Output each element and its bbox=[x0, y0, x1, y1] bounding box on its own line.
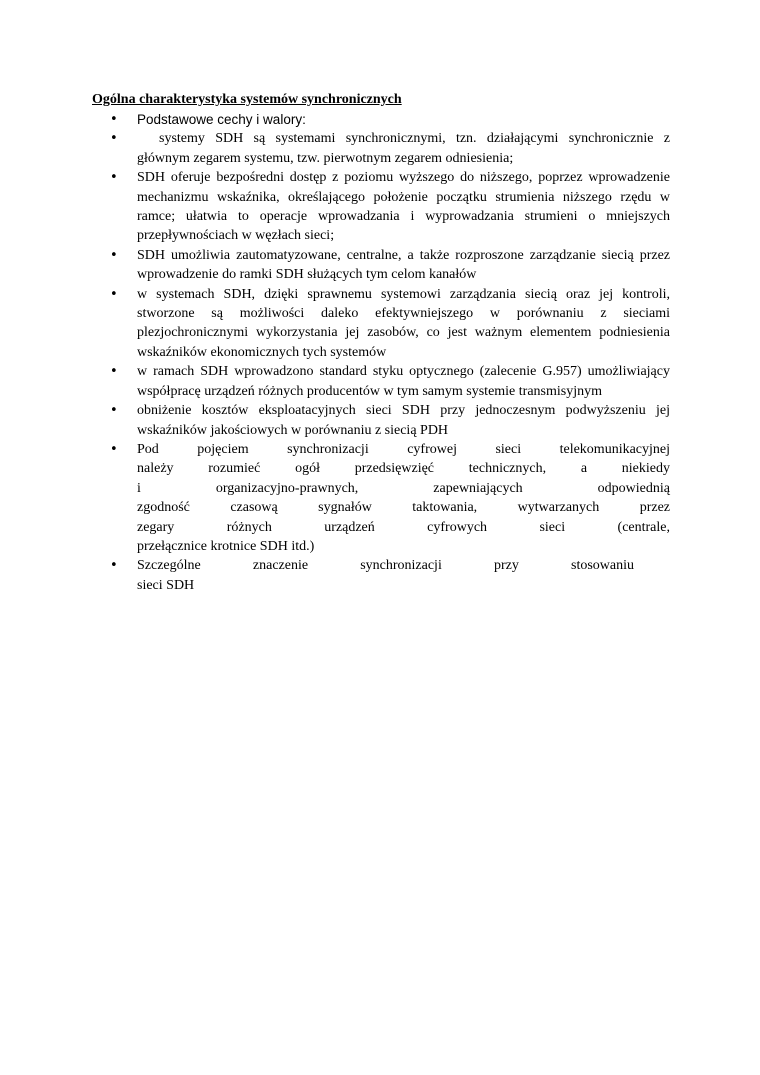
document-heading: Ogólna charakterystyka systemów synchronicznych bbox=[92, 92, 402, 107]
text-line: zgodność czasową sygnałów taktowania, wytwarzanych przez bbox=[137, 500, 670, 516]
bullet-list bbox=[110, 110, 670, 595]
text-line: Pod pojęciem synchronizacji cyfrowej sieci telekomunikacyjnej bbox=[137, 441, 670, 457]
bullet-icon: • bbox=[110, 112, 118, 127]
list-item-sync-importance bbox=[110, 556, 670, 595]
list-item-text: Podstawowe cechy i walory: bbox=[137, 112, 306, 127]
bullet-icon: • bbox=[110, 247, 118, 263]
list-item bbox=[110, 362, 670, 401]
text-line: należy rozumieć ogół przedsięwzięć technicznych, a niekiedy bbox=[137, 461, 670, 477]
list-item bbox=[110, 285, 670, 363]
bullet-icon: • bbox=[110, 131, 118, 147]
list-item bbox=[110, 110, 670, 129]
text-line: sieci SDH bbox=[137, 577, 195, 593]
text-line: i organizacyjno-prawnych, zapewniających odpowiednią bbox=[137, 480, 670, 496]
list-item bbox=[110, 168, 670, 246]
list-item bbox=[110, 401, 670, 440]
list-item-text: obniżenie kosztów eksploatacyjnych sieci SDH przy jednoczesnym podwyższeniu jej wskaźników jakościowych w porównaniu z siecią PDH bbox=[137, 403, 670, 438]
list-item bbox=[110, 246, 670, 285]
bullet-icon: • bbox=[110, 170, 118, 186]
list-item-sync-definition bbox=[110, 440, 670, 556]
bullet-icon: • bbox=[110, 403, 118, 419]
list-item-text: systemy SDH są systemami synchronicznymi, tzn. działającymi synchronicznie z głównym zegarem systemu, tzw. pierwotnym zegarem odniesienia; bbox=[137, 131, 670, 166]
list-item-text: w systemach SDH, dzięki sprawnemu systemowi zarządzania siecią oraz jej kontroli, stworzone są możliwości daleko efektywniejszego w porównaniu z sieciami plezjochronicznymi wykorzystania jej zasobów, co jest ważnym elementem podniesienia wskaźników ekonomicznych tych systemów bbox=[137, 286, 670, 360]
text-line: przełącznice krotnice SDH itd.) bbox=[137, 538, 315, 554]
bullet-icon: • bbox=[110, 441, 118, 457]
bullet-icon: • bbox=[110, 364, 118, 380]
list-item bbox=[110, 129, 670, 168]
bullet-icon: • bbox=[110, 558, 118, 574]
text-line: zegary różnych urządzeń cyfrowych sieci (centrale, bbox=[137, 519, 670, 535]
bullet-icon: • bbox=[110, 286, 118, 302]
list-item-text: SDH oferuje bezpośredni dostęp z poziomu wyższego do niższego, poprzez wprowadzenie mechanizmu wskaźnika, określającego położenie początku strumienia niższego rzędu w ramce; ułatwia to operacje wprowadzania i wyprowadzania strumieni o mniejszych przepływnościach w węzłach sieci; bbox=[137, 170, 670, 244]
text-line: Szczególne znaczenie synchronizacji przy stosowaniu bbox=[137, 558, 634, 574]
list-item-text: w ramach SDH wprowadzono standard styku optycznego (zalecenie G.957) umożliwiający współpracę urządzeń różnych producentów w tym samym systemie transmisyjnym bbox=[137, 364, 670, 399]
list-item-text: SDH umożliwia zautomatyzowane, centralne, a także rozproszone zarządzanie siecią przez wprowadzenie do ramki SDH służących tym celom kanałów bbox=[137, 247, 670, 283]
